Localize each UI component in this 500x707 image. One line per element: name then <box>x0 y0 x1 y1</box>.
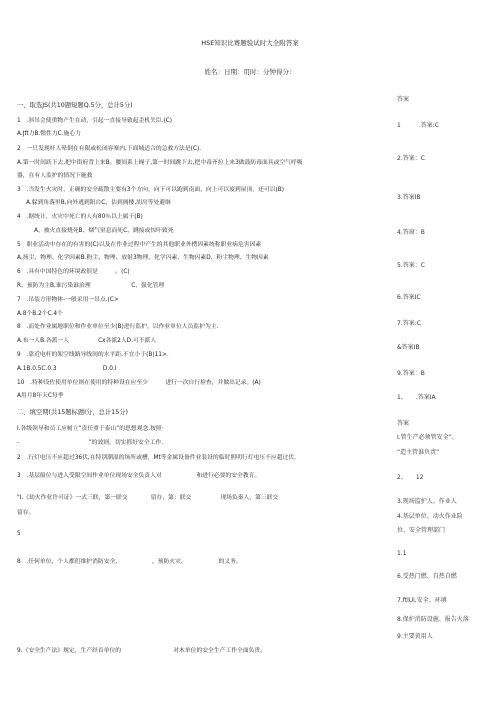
question-line: 9.《安全生产法》规定，生产经首单位的 对木单位的安全生产工作全面负贵。 <box>17 648 267 654</box>
question-line: 留存。 <box>17 510 35 516</box>
section-heading: 二、填空期(共15题标题I分，总计15分) <box>17 409 128 416</box>
answer-item: I.管生产必须管安全”、 <box>397 434 458 441</box>
question-line: A用月8年天C每季 <box>17 393 64 399</box>
question-line: 2 .行灯电压不应超过36伏,在特别潮湿的场所或槽，Mt等金属设备件业装设的临时照明行灯电压不应超过伏. <box>17 455 296 461</box>
answer-item: 2。 12 <box>397 474 424 481</box>
question-line: A,扬尘、物理、化学因素B.粉尘、物理、放射3物理、化学闪素、生物闪素D、粉尘物理、生物因素 <box>17 255 269 261</box>
question-line: A.躲到角落里B,向外逃到阳台C、估到阁楼,胡房等处避继 <box>26 200 171 206</box>
answer-item: 4.答窗：B <box>397 229 425 236</box>
answer-item: 位、安全管理部门 <box>397 527 446 534</box>
question-line: 4 .据统计，火灾中死亡的人有80％以上属于(B) <box>17 214 143 220</box>
question-line: 5 职业活动中存在的有害的(C)以及在作业过程中产生的其他职业外楞因素统称职业病危害因素 <box>17 242 262 248</box>
answer-item: 1.1 <box>397 550 407 557</box>
answer-item: 6.答案IC <box>397 294 421 301</box>
answer-item: “造主管谁负责” <box>397 449 440 456</box>
answer-item: 3.现场监护人、作业人 <box>397 498 457 505</box>
question-line: 8 .而处作业属地职位和作业单位至少(B)进行监护，以作业单位人员监护为主. <box>17 324 219 330</box>
answer-item: 7.ftlUi,安全、环填 <box>397 597 447 604</box>
question-line: A.布一人B.各派一人 Cx各派2人D.可不派人 <box>17 338 157 344</box>
question-line: A.第一时间跃下去,把中街府背上来B。腰间系上绳子,第一时间跳下去,把中毒齐拉上来3做鼓防毒面具或空气呼吸 <box>17 160 303 166</box>
answer-item: 9.主要黄用人 <box>397 633 433 640</box>
answer-item: 4.基层单位、动火作业险 <box>397 513 463 520</box>
question-line: I.各级领导和员工应树立“责任重于泰山”的思想观念.按照· <box>17 426 164 432</box>
question-line: 6 .具有中国特色的环境政很是 。(C) <box>17 269 130 275</box>
question-line: A.1B.0.5C.0.3 D.0.I <box>17 366 117 372</box>
question-line: 8 .任何单位、个人都们维护消防安全, 、预防火灾、 的义务。 <box>17 559 242 565</box>
question-line: 9 .靠近电杆的架空线路导线间的水平距,不宜小于(B)11>. <box>17 352 169 358</box>
document-subtitle: 姓名：日期：用时：分钟得分： <box>204 68 296 76</box>
question-line: A.Jft力B.惯性力C.施心力 <box>17 131 81 137</box>
question-line: 1 .斜吊会使重物产生在动，引起一直接导致起歪机失臣.(C) <box>17 118 173 124</box>
answer-heading: 答案 <box>397 96 410 103</box>
question-line: - ”的效则，切实抓好安全工作. <box>17 440 164 446</box>
answer-item: 3.答案IB <box>397 194 421 201</box>
question-line: 3 .当发生火灾时，正确的安全疏散主要有3个方向，向下可以跑到南面，向上可以废到屋顶，还可以(B) <box>17 187 284 193</box>
question-line: "I.《劫火作业许可证》一式三联，第一联交 留存，第：联交 现场负秦人，第三联交 <box>17 495 279 501</box>
section-heading: 一、取选JS(共10题短题Q.5分，总计5分) <box>17 102 133 109</box>
answer-item: 1。 .答案IA <box>397 394 436 401</box>
answer-item: 5.答案：C <box>397 262 425 269</box>
answer-item: 1 .答案:C <box>397 122 439 129</box>
question-line: 7 .吊装方形物体-一般采用一吊点.(C> <box>17 297 119 303</box>
answer-item: 9.答案：B <box>397 370 425 377</box>
question-line: R、预防为主B,谁污染谁治理 C、强化管理 <box>17 283 165 289</box>
question-line: A、被火直接烧死B、烟气窒息而死C、跳接或惊吓致死 <box>34 228 174 234</box>
answer-item: 8.保护消防设施、报告火落 <box>397 616 469 623</box>
answer-item: 7.答案:C <box>397 320 421 327</box>
question-line: 5 <box>17 531 21 537</box>
answer-item: 2.答案：C <box>397 155 425 162</box>
answer-heading: 答案 <box>397 420 410 427</box>
answer-item: &答案IB <box>397 344 420 351</box>
document-title: HSE知识比赛题验试时大全附答案 <box>201 39 299 47</box>
answer-item: 6.受热门燃、自热自燃 <box>397 573 457 580</box>
question-line: 2 一只发现杆人晕倒在有限或松闭容寨内,下面城适合的急救方法是(C). <box>17 146 202 152</box>
question-line: 10 .特种设佐使用单位则在使用的特种设在应至少 进行一次自行检查，并做出记录。(A) <box>17 380 261 386</box>
question-line: 3 .基层船位与进入受限空间作业单位现场安全负责人对 和进行必要的安全教育。 <box>17 473 261 479</box>
question-line: A.8个B.2个C.4个 <box>17 311 63 317</box>
question-line: 器，在有人监护的情况下施救 <box>17 173 93 179</box>
